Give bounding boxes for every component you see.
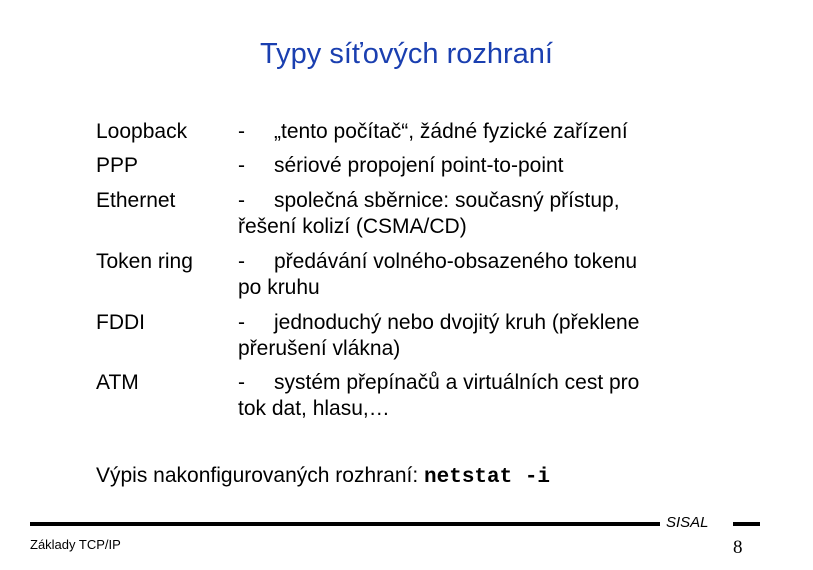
footer-rule-left bbox=[30, 522, 660, 526]
slide-title: Typy síťových rozhraní bbox=[260, 38, 553, 70]
footer-brand: SISAL bbox=[666, 514, 709, 531]
term-token-ring: Token ring bbox=[96, 250, 193, 273]
dash-token-ring: - bbox=[238, 250, 245, 273]
term-loopback: Loopback bbox=[96, 120, 188, 143]
term-ppp: PPP bbox=[96, 154, 139, 177]
desc-ppp-line1: sériové propojení point-to-point bbox=[274, 154, 564, 177]
dash-ethernet: - bbox=[238, 189, 245, 212]
command-note bbox=[96, 463, 550, 491]
desc-fddi-line1: jednoduchý nebo dvojitý kruh (překlene bbox=[274, 311, 640, 334]
command-code: netstat -i bbox=[424, 466, 551, 489]
desc-fddi-line2: přerušení vlákna) bbox=[238, 337, 401, 360]
term-atm: ATM bbox=[96, 371, 139, 394]
term-ethernet: Ethernet bbox=[96, 189, 176, 212]
command-note-text: Výpis nakonfigurovaných rozhraní: bbox=[96, 464, 425, 487]
desc-atm-line1: systém přepínačů a virtuálních cest pro bbox=[274, 371, 640, 394]
desc-token-ring-line1: předávání volného-obsazeného tokenu bbox=[274, 250, 638, 273]
term-fddi: FDDI bbox=[96, 311, 145, 334]
dash-fddi: - bbox=[238, 311, 245, 334]
desc-token-ring-line2: po kruhu bbox=[238, 276, 320, 299]
dash-ppp: - bbox=[238, 154, 245, 177]
page-number: 8 bbox=[733, 537, 743, 558]
desc-ethernet-line1: společná sběrnice: současný přístup, bbox=[274, 189, 620, 212]
desc-loopback-line1: „tento počítač“, žádné fyzické zařízení bbox=[274, 120, 628, 143]
dash-loopback: - bbox=[238, 120, 245, 143]
dash-atm: - bbox=[238, 371, 245, 394]
desc-atm-line2: tok dat, hlasu,… bbox=[238, 397, 390, 420]
footer-course-title: Základy TCP/IP bbox=[30, 537, 121, 552]
footer-rule-right bbox=[733, 522, 760, 526]
desc-ethernet-line2: řešení kolizí (CSMA/CD) bbox=[238, 215, 467, 238]
